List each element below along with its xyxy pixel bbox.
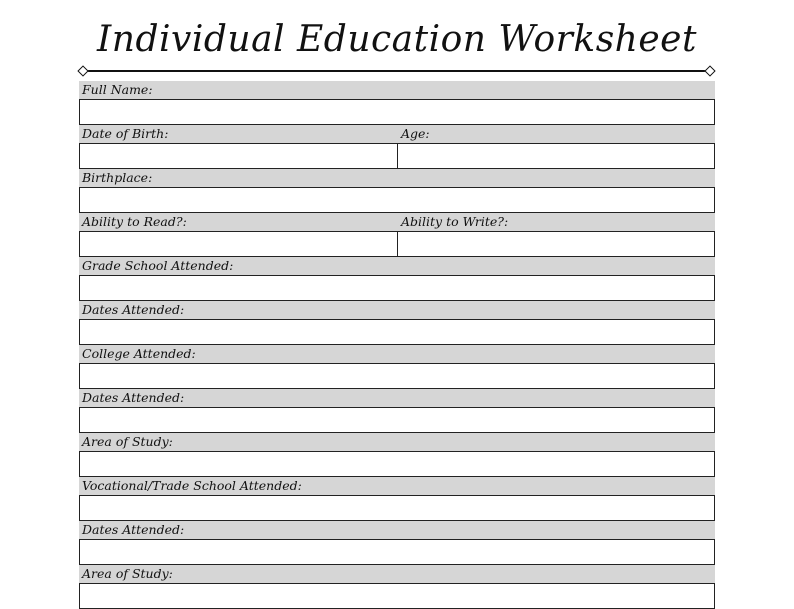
divider-diamond-left-icon [77, 65, 88, 76]
title-divider [84, 70, 711, 72]
row-college-dates [79, 389, 715, 433]
vocational-study-field[interactable] [79, 583, 715, 609]
vocational-study-label: Area of Study: [82, 566, 173, 581]
college-study-field[interactable] [79, 451, 715, 477]
page-title: Individual Education Worksheet [97, 19, 697, 60]
row-grade-school-dates [79, 301, 715, 345]
college-study-label: Area of Study: [82, 434, 173, 449]
row-college [79, 345, 715, 389]
grade-school-dates-label: Dates Attended: [82, 302, 185, 317]
vocational-field[interactable] [79, 495, 715, 521]
birthplace-field[interactable] [79, 187, 715, 213]
row-read-write [79, 213, 715, 257]
college-field[interactable] [79, 363, 715, 389]
birthplace-label: Birthplace: [82, 170, 153, 185]
grade-school-field[interactable] [79, 275, 715, 301]
full-name-label: Full Name: [82, 82, 153, 97]
age-label: Age: [400, 126, 430, 141]
college-dates-field[interactable] [79, 407, 715, 433]
row-college-study [79, 433, 715, 477]
college-label: College Attended: [82, 346, 196, 361]
date-of-birth-label: Date of Birth: [82, 126, 169, 141]
full-name-field[interactable] [79, 99, 715, 125]
grade-school-dates-field[interactable] [79, 319, 715, 345]
row-vocational [79, 477, 715, 521]
row-birthplace [79, 169, 715, 213]
date-of-birth-field[interactable] [79, 143, 398, 169]
row-full-name [79, 81, 715, 125]
ability-to-write-field[interactable] [398, 231, 715, 257]
college-dates-label: Dates Attended: [82, 390, 185, 405]
row-vocational-dates [79, 521, 715, 565]
age-field[interactable] [398, 143, 715, 169]
vocational-label: Vocational/Trade School Attended: [82, 478, 302, 493]
row-grade-school [79, 257, 715, 301]
row-date-of-birth-age [79, 125, 715, 169]
ability-to-read-field[interactable] [79, 231, 398, 257]
divider-diamond-right-icon [704, 65, 715, 76]
row-vocational-study [79, 565, 715, 609]
grade-school-label: Grade School Attended: [82, 258, 234, 273]
vocational-dates-field[interactable] [79, 539, 715, 565]
vocational-dates-label: Dates Attended: [82, 522, 185, 537]
worksheet-form [79, 81, 715, 609]
ability-to-read-label: Ability to Read?: [82, 214, 187, 229]
ability-to-write-label: Ability to Write?: [400, 214, 509, 229]
